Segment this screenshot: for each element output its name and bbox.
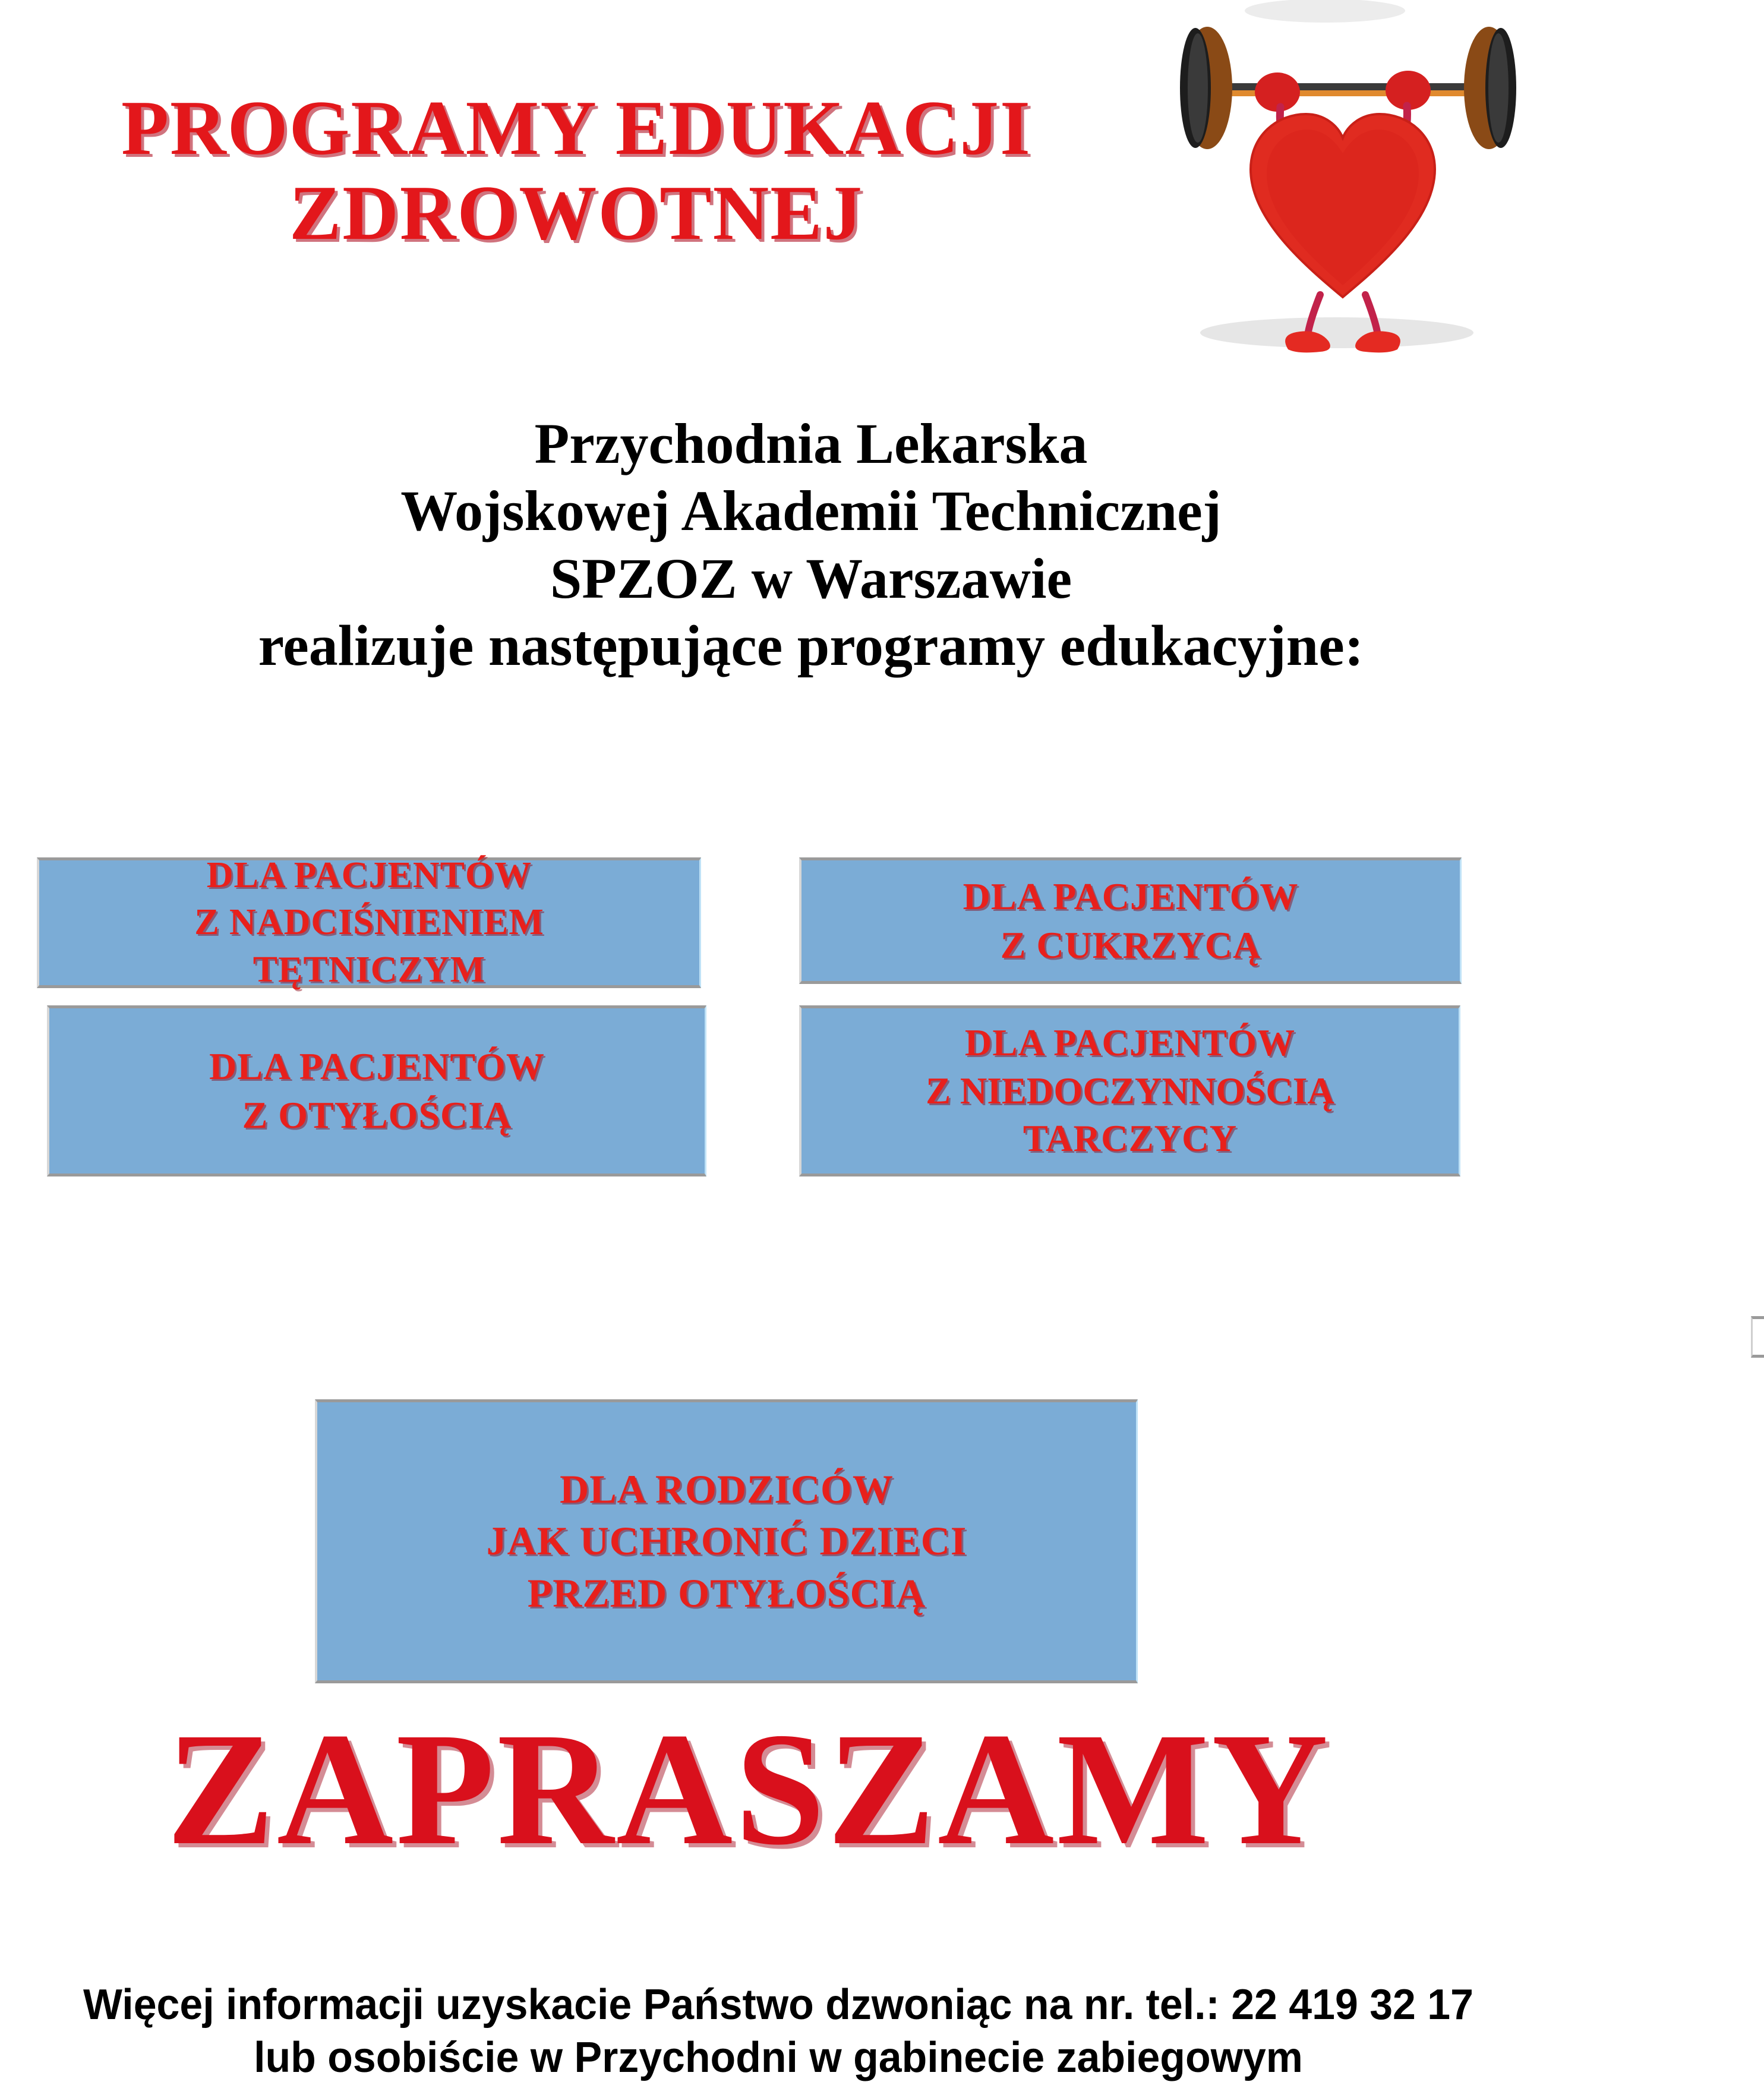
program-box-line-1: DLA PACJENTÓW (964, 1022, 1296, 1064)
footer-line-2: lub osobiście w Przychodni w gabinecie zabiegowym (254, 2034, 1303, 2082)
program-box-nadcisnienie (37, 854, 701, 990)
page-title-line-1: PROGRAMY EDUKACJI (121, 85, 1031, 171)
intro-line-2: Wojskowej Akademii Technicznej (400, 479, 1222, 543)
page-title-line-2: ZDROWOTNEJ (289, 170, 864, 256)
footer-contact (0, 1979, 1557, 2085)
footer-line-1: Więcej informacji uzyskacie Państwo dzwoniąc na nr. tel.: 22 419 32 17 (83, 1981, 1473, 2029)
program-box-otylosc (47, 1005, 706, 1176)
program-box-line-1: DLA RODZICÓW (560, 1466, 894, 1512)
program-box-line-3: TARCZYCY (1023, 1118, 1238, 1160)
program-box-line-1: DLA PACJENTÓW (963, 875, 1299, 917)
program-box-line-2: JAK UCHRONIĆ DZIECI (486, 1518, 967, 1564)
program-box-line-1: DLA PACJENTÓW (206, 854, 532, 895)
heart-lifting-barbell-icon (1129, 0, 1557, 368)
edge-frame-artifact (1751, 1316, 1764, 1358)
program-box-line-2: Z NIEDOCZYNNOŚCIĄ (926, 1070, 1334, 1112)
program-box-cukrzyca (799, 857, 1462, 984)
program-box-tarczyca (799, 1005, 1460, 1176)
program-box-line-1: DLA PACJENTÓW (209, 1045, 545, 1088)
program-box-line-3: PRZED OTYŁOŚCIĄ (527, 1570, 926, 1616)
program-box-line-2: Z CUKRZYCĄ (1000, 923, 1261, 966)
program-box-line-2: Z OTYŁOŚCIĄ (242, 1094, 512, 1136)
program-box-line-3: TĘTNICZYM (253, 949, 486, 990)
call-to-action-text: ZAPRASZAMY (166, 1699, 1331, 1878)
program-box-rodzice (315, 1399, 1138, 1683)
intro-line-1: Przychodnia Lekarska (534, 412, 1088, 475)
intro-line-3: SPZOZ w Warszawie (550, 546, 1072, 610)
page-title (0, 85, 1153, 256)
program-box-line-2: Z NADCIŚNIENIEM (194, 902, 544, 943)
intro-line-4: realizuje następujące programy edukacyjne: (258, 613, 1364, 678)
call-to-action (0, 1699, 1497, 1878)
intro-block (0, 410, 1622, 680)
